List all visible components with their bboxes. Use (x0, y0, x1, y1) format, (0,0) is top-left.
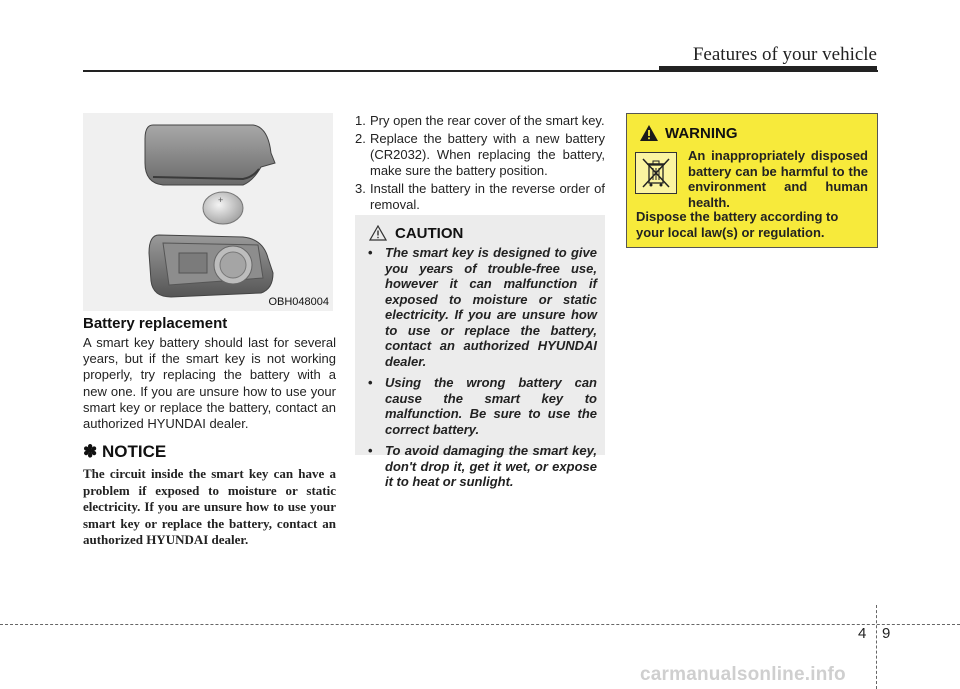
step-item (355, 131, 605, 179)
step-number: 3. (355, 181, 366, 196)
figure-code: OBH048004 (268, 296, 329, 308)
page-chapter-number: 4 (858, 625, 867, 642)
caution-list (363, 245, 597, 490)
page-number: 9 (882, 625, 891, 642)
header-rule-accent (659, 66, 877, 72)
step-text: Pry open the rear cover of the smart key. (370, 113, 605, 128)
caution-item: • The smart key is designed to give you years of trouble-free use, however it can malfunction if exposed to moisture or static electricity. If you are unsure how to use or replace the battery, contact an authorized HYUNDAI dealer. (363, 245, 597, 369)
battery-replacement-text: A smart key battery should last for several years, but if the smart key is not working properly, try replacing the battery with a new one. If you are unsure how to use your smart key or replace the battery, contact an authorized HYUNDAI dealer. (83, 335, 336, 432)
warning-text-secondary: Dispose the battery according to your local law(s) or regulation. (636, 209, 839, 240)
watermark: carmanualsonline.info (640, 664, 846, 685)
battery-replacement-heading: Battery replacement (83, 315, 228, 332)
caution-item: • To avoid damaging the smart key, don't drop it, get it wet, or expose it to heat or sunlight. (363, 443, 597, 490)
battery-replacement-figure (83, 113, 333, 311)
caution-item: • Using the wrong battery can cause the smart key to malfunction. Be sure to use the correct battery. (363, 375, 597, 437)
caution-box (355, 215, 605, 489)
header-title: Features of your vehicle (692, 44, 877, 65)
step-number: 2. (355, 131, 366, 146)
warning-triangle-icon (639, 124, 659, 142)
crossed-bin-icon (635, 152, 677, 194)
footer-divider (876, 605, 877, 689)
caution-triangle-icon (369, 225, 387, 241)
notice-heading (83, 442, 166, 462)
notice-title: NOTICE (101, 442, 167, 461)
step-text: Replace the battery with a new battery (CR2032). When replacing the battery, make sure the battery position. (370, 131, 605, 178)
warning-title: WARNING (665, 125, 738, 142)
step-item (355, 181, 605, 213)
step-number: 1. (355, 113, 366, 128)
footer-rule (0, 624, 960, 625)
warning-box (626, 113, 878, 248)
step-item (355, 113, 605, 129)
notice-symbol: ✽ (83, 442, 98, 461)
step-text: Install the battery in the reverse order of removal. (370, 181, 605, 212)
smart-key-illustration (83, 113, 333, 311)
svg-text:+: + (218, 195, 224, 205)
notice-text: The circuit inside the smart key can have a problem if exposed to moisture or static electricity. If you are unsure how to use your smart key or replace the battery, contact an authorized HYUNDAI dealer. (83, 466, 336, 547)
warning-text-primary: An inappropriately disposed battery can be harmful to the environment and human health. (688, 148, 868, 210)
warning-header (639, 124, 738, 147)
caution-header (363, 223, 597, 243)
replacement-steps (355, 113, 605, 215)
caution-title: CAUTION (395, 225, 464, 242)
